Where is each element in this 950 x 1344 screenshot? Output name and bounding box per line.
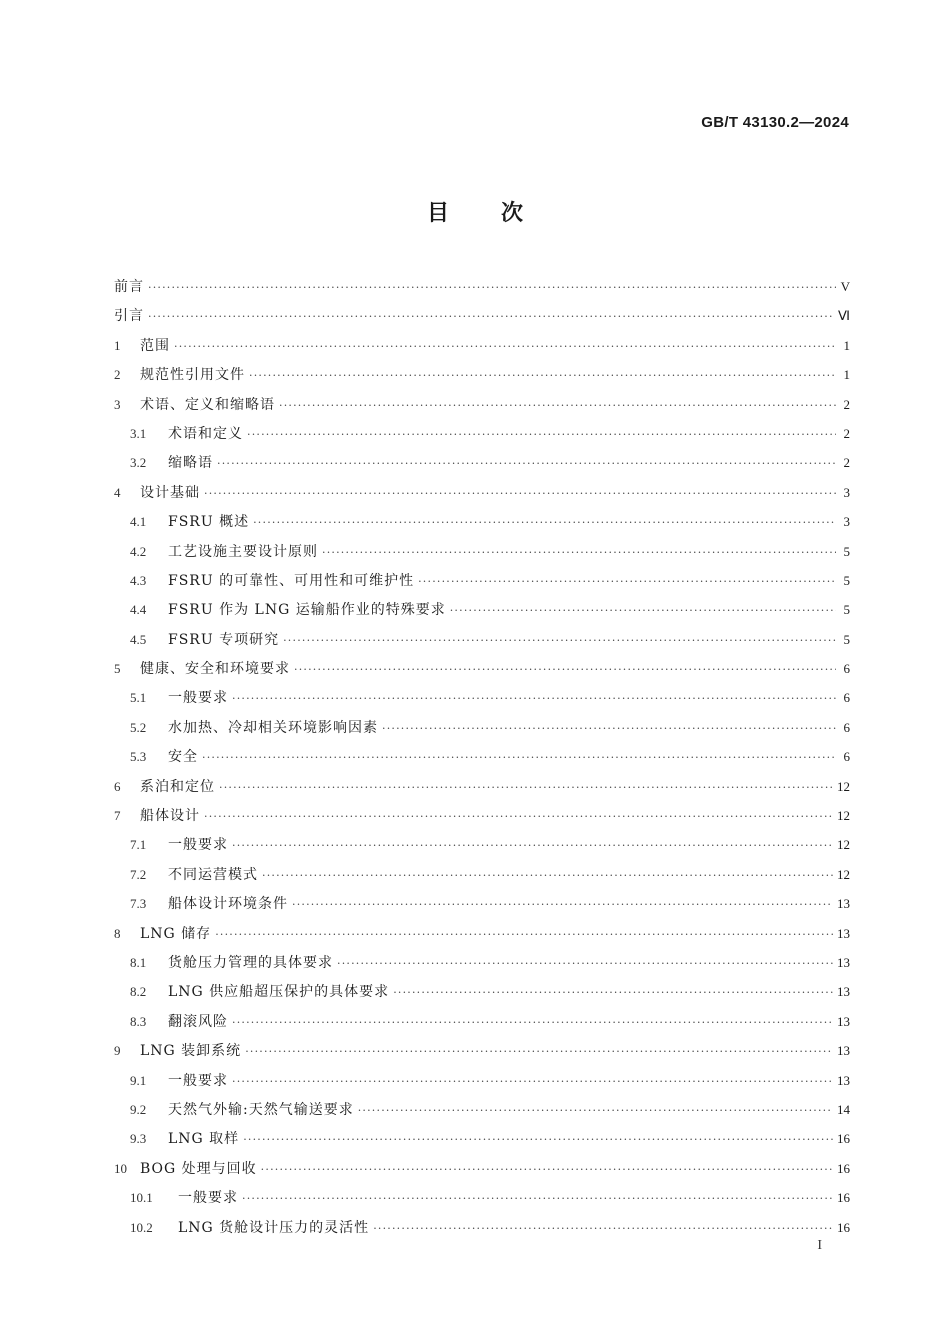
toc-dot-leader (261, 1155, 833, 1184)
toc-entry-number: 9.3 (130, 1131, 147, 1147)
toc-entry-number: 8.2 (130, 984, 147, 1000)
toc-entry-number: 4.3 (130, 572, 147, 588)
toc-entry-page: 13 (837, 1072, 850, 1088)
toc-entry-page: 16 (837, 1131, 850, 1147)
toc-entry-number: 6 (114, 778, 121, 794)
toc-entry-title: 天然气外输:天然气输送要求 (168, 1101, 354, 1118)
toc-entry-page: 5 (843, 572, 850, 588)
toc-entry-page: 13 (837, 1013, 850, 1029)
toc-dot-leader (232, 1008, 833, 1037)
toc-entry-page: 16 (837, 1190, 850, 1206)
toc-entry-number: 7 (114, 808, 121, 824)
toc-dot-leader (253, 508, 836, 537)
toc-entry[interactable] (114, 772, 850, 801)
toc-entry-number: 5.3 (130, 749, 147, 765)
toc-entry-title: 前言 (114, 279, 144, 295)
toc-dot-leader (262, 861, 833, 890)
toc-dot-leader (242, 1184, 833, 1213)
toc-entry[interactable] (114, 448, 850, 477)
toc-entry-title: 不同运营模式 (168, 866, 258, 883)
toc-entry[interactable] (114, 272, 850, 301)
toc-entry-page: V (840, 279, 850, 294)
standard-code: GB/T 43130.2—2024 (701, 114, 849, 131)
toc-entry-title: 一般要求 (168, 837, 228, 854)
toc-entry-title: BOG 处理与回收 (140, 1160, 257, 1177)
toc-entry-page: 6 (843, 749, 850, 765)
toc-entry[interactable] (114, 1036, 850, 1065)
toc-entry-number: 2 (114, 367, 121, 383)
toc-entry-title: 货舱压力管理的具体要求 (168, 954, 333, 971)
toc-entry-page: 13 (837, 984, 850, 1000)
toc-entry-page: 16 (837, 1160, 850, 1176)
toc-entry-title: LNG 取样 (168, 1131, 240, 1148)
toc-entry[interactable] (114, 390, 850, 419)
toc-entry-title: 水加热、冷却相关环境影响因素 (168, 719, 378, 736)
toc-entry-number: 4.2 (130, 543, 147, 559)
toc-entry[interactable] (114, 360, 850, 389)
toc-entry[interactable] (114, 742, 850, 771)
toc-title: 目次 (426, 201, 575, 226)
toc-entry[interactable] (114, 595, 850, 624)
toc-entry[interactable] (114, 830, 850, 859)
toc-entry[interactable] (114, 1154, 850, 1183)
toc-entry-page: 12 (837, 808, 850, 824)
toc-entry-title: 引言 (114, 308, 144, 325)
toc-dot-leader (245, 1037, 833, 1066)
toc-entry-number: 8.3 (130, 1013, 147, 1029)
toc-entry-title: LNG 装卸系统 (140, 1043, 242, 1060)
toc-entry-title: FSRU 概述 (168, 514, 250, 531)
toc-entry-number: 9 (114, 1043, 121, 1059)
toc-dot-leader (232, 831, 833, 860)
toc-entry-title: 健康、安全和环境要求 (140, 661, 290, 678)
toc-entry[interactable] (114, 331, 850, 360)
toc-entry[interactable] (114, 1183, 850, 1212)
toc-dot-leader (279, 391, 836, 420)
toc-dot-leader (358, 1096, 833, 1125)
toc-dot-leader (292, 890, 833, 919)
toc-entry[interactable] (114, 507, 850, 536)
toc-entry[interactable] (114, 977, 850, 1006)
toc-entry-title: 术语、定义和缩略语 (140, 396, 275, 413)
toc-dot-leader (337, 949, 833, 978)
toc-entry-title: 系泊和定位 (140, 778, 215, 795)
toc-entry[interactable] (114, 537, 850, 566)
toc-entry-number: 1 (114, 337, 121, 353)
toc-entry[interactable] (114, 919, 850, 948)
toc-entry[interactable] (114, 1124, 850, 1153)
toc-entry-number: 8.1 (130, 954, 147, 970)
toc-entry-title: 工艺设施主要设计原则 (168, 543, 318, 560)
toc-entry-number: 10.2 (130, 1219, 153, 1235)
toc-entry-title: 船体设计 (140, 808, 200, 825)
toc-entry-page: 13 (837, 954, 850, 970)
toc-entry-page: 5 (843, 602, 850, 618)
toc-entry-page: 13 (837, 1043, 850, 1059)
toc-dot-leader (219, 773, 833, 802)
toc-entry-title: 范围 (140, 337, 170, 354)
toc-entry-title: 设计基础 (140, 484, 200, 501)
toc-dot-leader (148, 302, 834, 331)
toc-entry-page: 3 (843, 484, 850, 500)
toc-entry-title: LNG 供应船超压保护的具体要求 (168, 984, 390, 1001)
toc-dot-leader (294, 655, 836, 684)
toc-entry-page: 2 (843, 455, 850, 471)
toc-dot-leader (232, 1067, 833, 1096)
toc-entry[interactable] (114, 801, 850, 830)
toc-entry-title: LNG 储存 (140, 925, 212, 942)
toc-entry-title: 一般要求 (168, 1072, 228, 1089)
toc-dot-leader (148, 273, 836, 302)
toc-dot-leader (202, 743, 836, 772)
toc-entry[interactable] (114, 1007, 850, 1036)
toc-entry-page: 12 (837, 778, 850, 794)
toc-entry[interactable] (114, 1095, 850, 1124)
toc-dot-leader (243, 1125, 833, 1154)
toc-entry-title: 规范性引用文件 (140, 367, 245, 384)
toc-entry-number: 7.3 (130, 896, 147, 912)
toc-entry-page: 2 (843, 396, 850, 412)
toc-entry-number: 7.2 (130, 866, 147, 882)
toc-entry-number: 10.1 (130, 1190, 153, 1206)
toc-entry[interactable] (114, 889, 850, 918)
toc-entry-number: 9.1 (130, 1072, 147, 1088)
toc-entry-number: 8 (114, 925, 121, 941)
toc-entry-page: 1 (843, 367, 850, 383)
toc-entry-page: 16 (837, 1219, 850, 1235)
toc-entry-page: 12 (837, 837, 850, 853)
toc-entry-page: 3 (843, 514, 850, 530)
toc-dot-leader (382, 714, 836, 743)
toc-entry-number: 4.5 (130, 631, 147, 647)
toc-dot-leader (450, 596, 836, 625)
toc-entry-page: 5 (843, 543, 850, 559)
toc-entry[interactable] (114, 419, 850, 448)
toc-entry-title: FSRU 作为 LNG 运输船作业的特殊要求 (168, 602, 446, 619)
toc-entry-page: 6 (843, 719, 850, 735)
toc-entry-page: 6 (843, 690, 850, 706)
toc-entry-number: 4.1 (130, 514, 147, 530)
toc-entry-number: 10 (114, 1160, 127, 1176)
toc-entry-page: 2 (843, 425, 850, 441)
toc-entry[interactable] (114, 301, 850, 330)
toc-entry-number: 5.1 (130, 690, 147, 706)
toc-entry[interactable] (114, 1213, 850, 1242)
toc-dot-leader (174, 332, 836, 361)
toc-entry[interactable] (114, 683, 850, 712)
toc-list (114, 272, 850, 1242)
toc-entry-number: 3.2 (130, 455, 147, 471)
toc-entry-number: 3 (114, 396, 121, 412)
toc-entry-number: 5 (114, 661, 121, 677)
toc-dot-leader (322, 538, 836, 567)
toc-entry-number: 7.1 (130, 837, 147, 853)
toc-entry-page: 6 (843, 661, 850, 677)
toc-entry-page: 5 (843, 631, 850, 647)
toc-entry-page: 13 (837, 925, 850, 941)
toc-entry[interactable] (114, 1066, 850, 1095)
toc-entry-title: 术语和定义 (168, 425, 243, 442)
toc-entry-number: 4 (114, 484, 121, 500)
toc-entry[interactable] (114, 566, 850, 595)
toc-entry[interactable] (114, 713, 850, 742)
toc-entry[interactable] (114, 478, 850, 507)
toc-dot-leader (232, 684, 836, 713)
toc-entry-page: 1 (843, 337, 850, 353)
toc-entry-page: 12 (837, 866, 850, 882)
toc-entry-title: 船体设计环境条件 (168, 896, 288, 913)
toc-dot-leader (204, 802, 833, 831)
toc-dot-leader (373, 1214, 833, 1243)
toc-dot-leader (283, 626, 836, 655)
toc-dot-leader (393, 978, 833, 1007)
toc-entry-number: 3.1 (130, 425, 147, 441)
toc-entry[interactable] (114, 860, 850, 889)
toc-entry[interactable] (114, 654, 850, 683)
toc-dot-leader (247, 420, 836, 449)
toc-entry-title: 一般要求 (168, 690, 228, 707)
toc-entry-page: 13 (837, 896, 850, 912)
page-number: I (817, 1238, 822, 1253)
toc-entry[interactable] (114, 625, 850, 654)
toc-entry-title: FSRU 的可靠性、可用性和可维护性 (168, 572, 415, 589)
toc-entry-number: 4.4 (130, 602, 147, 618)
toc-dot-leader (217, 449, 836, 478)
toc-entry[interactable] (114, 948, 850, 977)
toc-entry-title: 安全 (168, 749, 198, 766)
toc-entry-number: 5.2 (130, 719, 147, 735)
toc-entry-title: 缩略语 (168, 455, 213, 472)
toc-entry-page: Ⅵ (838, 308, 850, 324)
toc-entry-page: 14 (837, 1101, 850, 1117)
toc-entry-title: FSRU 专项研究 (168, 631, 280, 648)
toc-entry-title: 一般要求 (178, 1190, 238, 1207)
toc-entry-number: 9.2 (130, 1101, 147, 1117)
toc-dot-leader (215, 920, 833, 949)
toc-dot-leader (418, 567, 836, 596)
toc-dot-leader (249, 361, 836, 390)
toc-entry-title: 翻滚风险 (168, 1013, 228, 1030)
toc-dot-leader (204, 479, 836, 508)
toc-entry-title: LNG 货舱设计压力的灵活性 (178, 1219, 370, 1236)
